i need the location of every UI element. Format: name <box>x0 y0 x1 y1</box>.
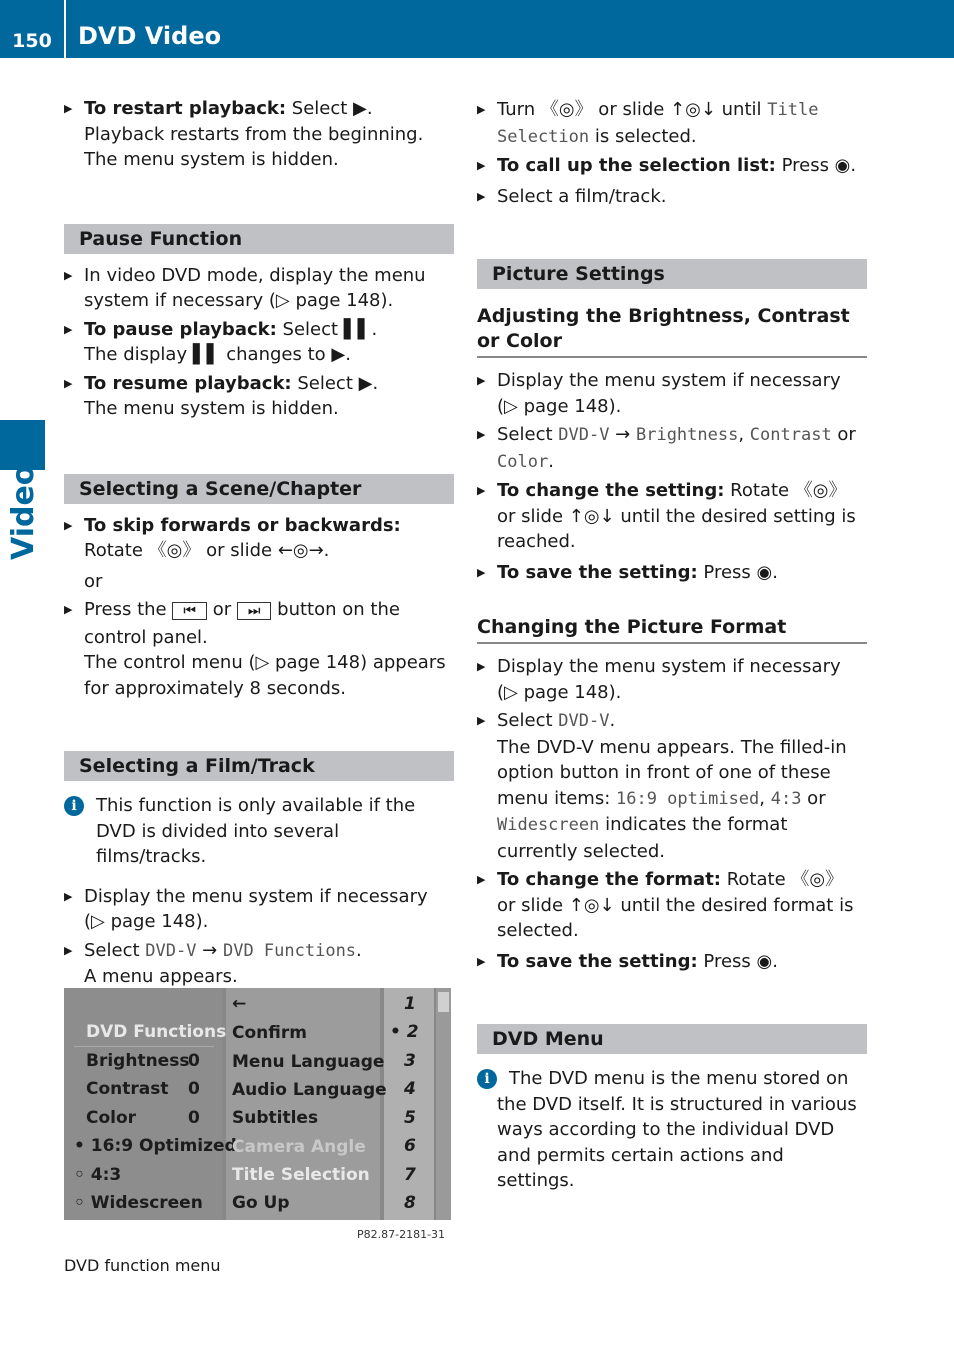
track-3: 3 <box>404 1051 416 1071</box>
menu-audio-language: Audio Language <box>232 1080 387 1100</box>
fmt-step-select: ▶ Select DVD-V. The DVD-V menu appears. The filled-in option button in front of one of these menu items: 16:9 optimised, 4:3 or Widescreen indicates the format currently selected. <box>477 708 867 864</box>
color-value: 0 <box>188 1108 200 1128</box>
scene-or: or <box>84 570 103 592</box>
track-8: 8 <box>404 1193 416 1213</box>
menu-16-9: • 16:9 Optimized <box>74 1136 237 1156</box>
track-1: 1 <box>404 994 416 1014</box>
info-icon: i <box>477 1069 497 1089</box>
menu-camera-angle: Camera Angle <box>232 1137 366 1157</box>
dvd-function-menu-screenshot <box>64 988 451 1220</box>
page-header <box>0 0 954 58</box>
dvd-menu-info-note: i The DVD menu is the menu stored on the DVD itself. It is structured in various ways according to the individual DVD and permits certain actions and settings. <box>477 1066 867 1194</box>
call-list-step: ▶ To call up the selection list: Press ◉. <box>477 153 867 179</box>
scene-step-skip: ▶ To skip forwards or backwards: Rotate 《◎》 or slide ←◎→. <box>64 513 454 564</box>
adj-step-display: ▶ Display the menu system if necessary (▷ page 148). <box>477 368 867 419</box>
menu-back-arrow: ← <box>232 994 247 1014</box>
scene-step-press: ▶ Press the ⏮ or ⏭ button on the control panel. The control menu (▷ page 148) appears for approximately 8 seconds. <box>64 597 454 701</box>
adj-step-change: ▶ To change the setting: Rotate 《◎》 or slide ↑◎↓ until the desired setting is reached. <box>477 478 867 555</box>
side-tab-label: Video <box>6 464 41 560</box>
section-selecting-film: Selecting a Film/Track <box>64 751 454 781</box>
side-tab-marker <box>0 420 45 470</box>
contrast-value: 0 <box>188 1079 200 1099</box>
section-dvd-menu: DVD Menu <box>477 1024 867 1054</box>
subsection-adjusting: Adjusting the Brightness, Contrast or Color <box>477 304 867 358</box>
menu-go-up: Go Up <box>232 1193 290 1213</box>
fmt-step-change: ▶ To change the format: Rotate 《◎》 or slide ↑◎↓ until the desired format is selected. <box>477 867 867 944</box>
select-film-step: ▶ Select a film/track. <box>477 184 867 210</box>
header-divider <box>64 0 66 58</box>
section-selecting-scene: Selecting a Scene/Chapter <box>64 474 454 504</box>
scrollbar <box>436 988 451 1220</box>
page-number: 150 <box>12 30 52 52</box>
menu-confirm: Confirm <box>232 1023 307 1043</box>
turn-step: ▶ Turn 《◎》 or slide ↑◎↓ until Title Selection is selected. <box>477 97 867 150</box>
menu-title-selection: Title Selection <box>232 1165 370 1185</box>
image-code: P82.87-2181-31 <box>357 1228 446 1241</box>
track-5: 5 <box>404 1108 416 1128</box>
track-7: 7 <box>404 1165 416 1185</box>
section-pause-function: Pause Function <box>64 224 454 254</box>
figure-caption: DVD function menu <box>64 1256 221 1275</box>
menu-subtitles: Subtitles <box>232 1108 319 1128</box>
film-step-select: ▶ Select DVD-V → DVD Functions. A menu appears. <box>64 938 454 990</box>
menu-4-3: ◦ 4:3 <box>74 1165 122 1185</box>
track-6: 6 <box>404 1136 416 1156</box>
track-4: 4 <box>404 1079 416 1099</box>
pause-step-display: ▶ In video DVD mode, display the menu system if necessary (▷ page 148). <box>64 263 454 314</box>
menu-color: Color <box>86 1108 137 1128</box>
menu-menu-language: Menu Language <box>232 1052 385 1072</box>
film-step-display: ▶ Display the menu system if necessary (▷ page 148). <box>64 884 454 935</box>
forward-button-icon: ⏭ <box>237 602 272 620</box>
brightness-value: 0 <box>188 1051 200 1071</box>
page-title: DVD Video <box>78 22 222 50</box>
menu-brightness: Brightness <box>86 1051 190 1071</box>
fmt-step-display: ▶ Display the menu system if necessary (▷ page 148). <box>477 654 867 705</box>
fmt-step-save: ▶ To save the setting: Press ◉. <box>477 949 867 975</box>
info-icon: i <box>64 796 84 816</box>
track-2: • 2 <box>390 1022 419 1042</box>
pause-step-resume: ▶ To resume playback: Select ▶. The menu system is hidden. <box>64 371 454 422</box>
rewind-button-icon: ⏮ <box>172 602 207 620</box>
adj-step-save: ▶ To save the setting: Press ◉. <box>477 560 867 586</box>
menu-contrast: Contrast <box>86 1079 169 1099</box>
film-info-note: i This function is only available if the DVD is divided into several films/tracks. <box>64 793 454 870</box>
subsection-picture-format: Changing the Picture Format <box>477 615 867 644</box>
left-column <box>64 96 454 990</box>
adj-step-select: ▶ Select DVD-V → Brightness, Contrast or Color. <box>477 422 867 475</box>
scrollbar-thumb <box>438 992 449 1012</box>
menu-widescreen: ◦ Widescreen <box>74 1193 203 1213</box>
pause-step-pause: ▶ To pause playback: Select ▌▌. The display ▌▌ changes to ▶. <box>64 317 454 368</box>
section-picture-settings: Picture Settings <box>477 259 867 289</box>
right-column <box>477 97 867 1194</box>
menu-dvd-functions: DVD Functions <box>86 1022 227 1042</box>
restart-step: ▶ To restart playback: Select ▶. Playback restarts from the beginning. The menu system is hidden. <box>64 96 454 173</box>
